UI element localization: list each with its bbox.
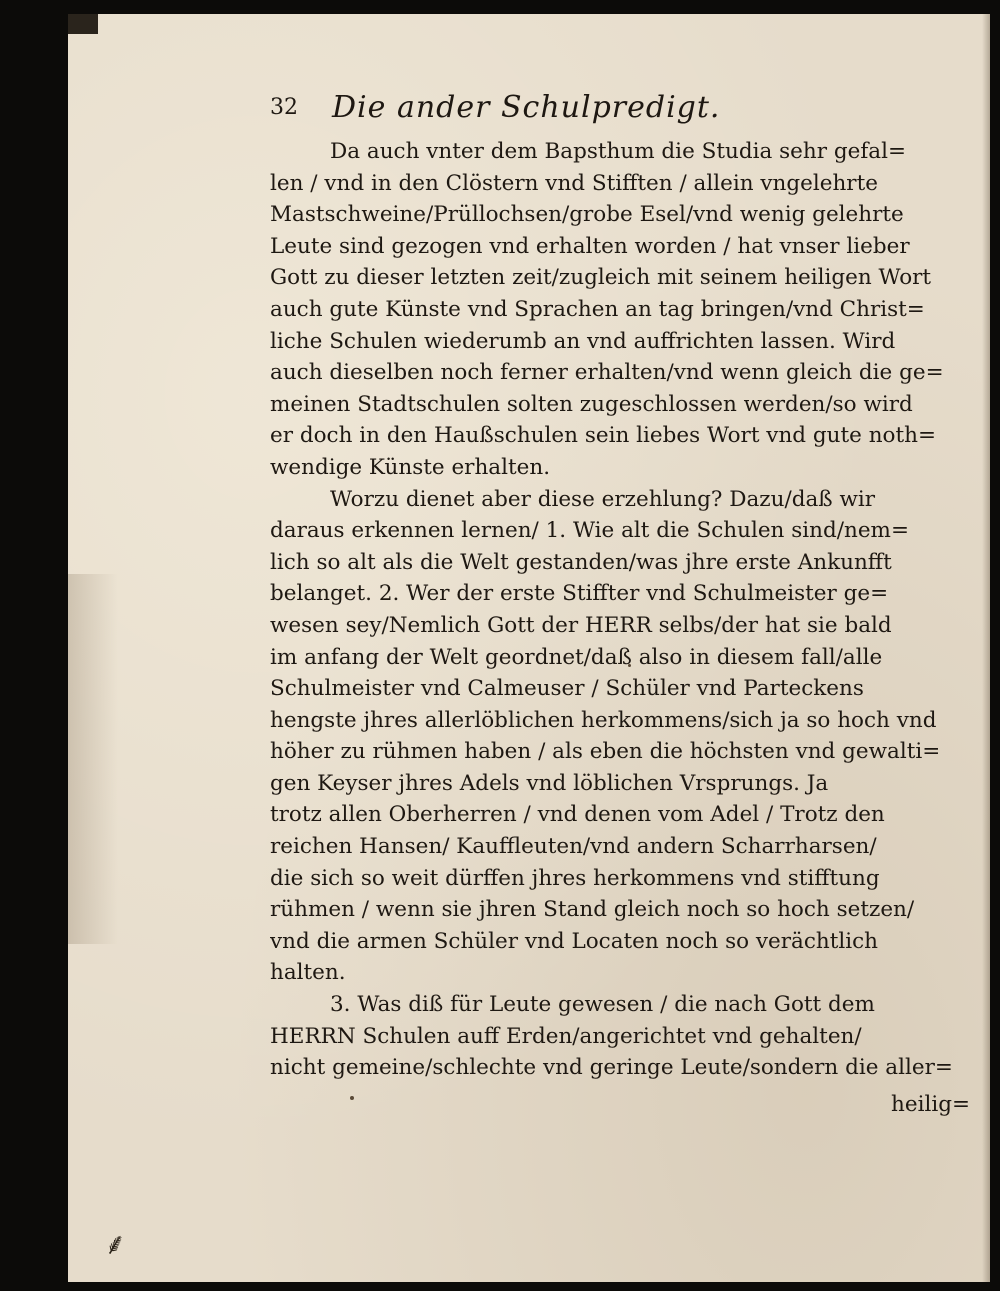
catchword: heilig= <box>891 1092 970 1117</box>
ink-speck <box>350 1096 354 1100</box>
text-line: liche Schulen wiederumb an vnd auffrichten lassen. Wird <box>270 328 896 354</box>
text-line: auch dieselben noch ferner erhalten/vnd wenn gleich die ge= <box>270 360 944 386</box>
text-line: hengste jhres allerlöblichen herkommens/sich ja so hoch vnd <box>270 707 937 733</box>
text-line: rühmen / wenn sie jhren Stand gleich noch so hoch setzen/ <box>270 897 915 923</box>
text-line: wendige Künste erhalten. <box>270 454 551 480</box>
text-line: Da auch vnter dem Bapsthum die Studia sehr gefal= <box>330 139 906 164</box>
text-line: gen Keyser jhres Adels vnd löblichen Vrsprungs. Ja <box>270 770 829 796</box>
text-line: Mastschweine/Prüllochsen/grobe Esel/vnd wenig gelehrte <box>270 202 904 228</box>
text-line: nicht gemeine/schlechte vnd geringe Leute/sondern die aller= <box>270 1055 953 1081</box>
running-title: Die ander Schulpredigt. <box>332 90 721 125</box>
text-line: len / vnd in den Clöstern vnd Stifften / allein vngelehrte <box>270 170 878 196</box>
page-edge <box>982 14 990 1282</box>
text-line: lich so alt als die Welt gestanden/was jhre erste Ankunfft <box>270 549 892 575</box>
text-line: HERRN Schulen auff Erden/angerichtet vnd gehalten/ <box>270 1023 862 1049</box>
text-line: Gott zu dieser letzten zeit/zugleich mit seinem heiligen Wort <box>270 265 932 291</box>
text-line: meinen Stadtschulen solten zugeschlossen werden/so wird <box>270 391 913 417</box>
text-line: daraus erkennen lernen/ 1. Wie alt die Schulen sind/nem= <box>270 518 909 544</box>
printer-ornament: ⸙ <box>104 1227 127 1262</box>
text-line: die sich so weit dürffen jhres herkommens vnd stifftung <box>270 865 880 891</box>
text-line: er doch in den Haußschulen sein liebes Wort vnd gute noth= <box>270 423 936 449</box>
text-line: Leute sind gezogen vnd erhalten worden / hat vnser lieber <box>270 233 910 259</box>
page-fold-shadow <box>68 574 118 944</box>
text-line: belanget. 2. Wer der erste Stiffter vnd Schulmeister ge= <box>270 581 889 607</box>
text-line: halten. <box>270 960 346 986</box>
text-line: 3. Was diß für Leute gewesen / die nach Gott dem <box>330 992 875 1018</box>
text-line: trotz allen Oberherren / vnd denen vom Adel / Trotz den <box>270 802 885 828</box>
text-line: wesen sey/Nemlich Gott der HERR selbs/der hat sie bald <box>270 612 892 638</box>
text-line: im anfang der Welt geordnet/daß also in diesem fall/alle <box>270 644 883 670</box>
page-number: 32 <box>270 95 298 120</box>
text-line: vnd die armen Schüler vnd Locaten noch so verächtlich <box>270 928 879 954</box>
body-text <box>270 136 970 1084</box>
text-line: höher zu rühmen haben / als eben die höchsten vnd gewalti= <box>270 739 941 765</box>
text-line: auch gute Künste vnd Sprachen an tag bringen/vnd Christ= <box>270 296 925 322</box>
text-line: reichen Hansen/ Kauffleuten/vnd andern Scharrharsen/ <box>270 834 877 860</box>
page-corner-shadow <box>68 14 98 34</box>
text-line: Worzu dienet aber diese erzehlung? Dazu/daß wir <box>330 486 876 512</box>
running-header <box>270 86 870 130</box>
text-line: Schulmeister vnd Calmeuser / Schüler vnd Parteckens <box>270 676 864 702</box>
